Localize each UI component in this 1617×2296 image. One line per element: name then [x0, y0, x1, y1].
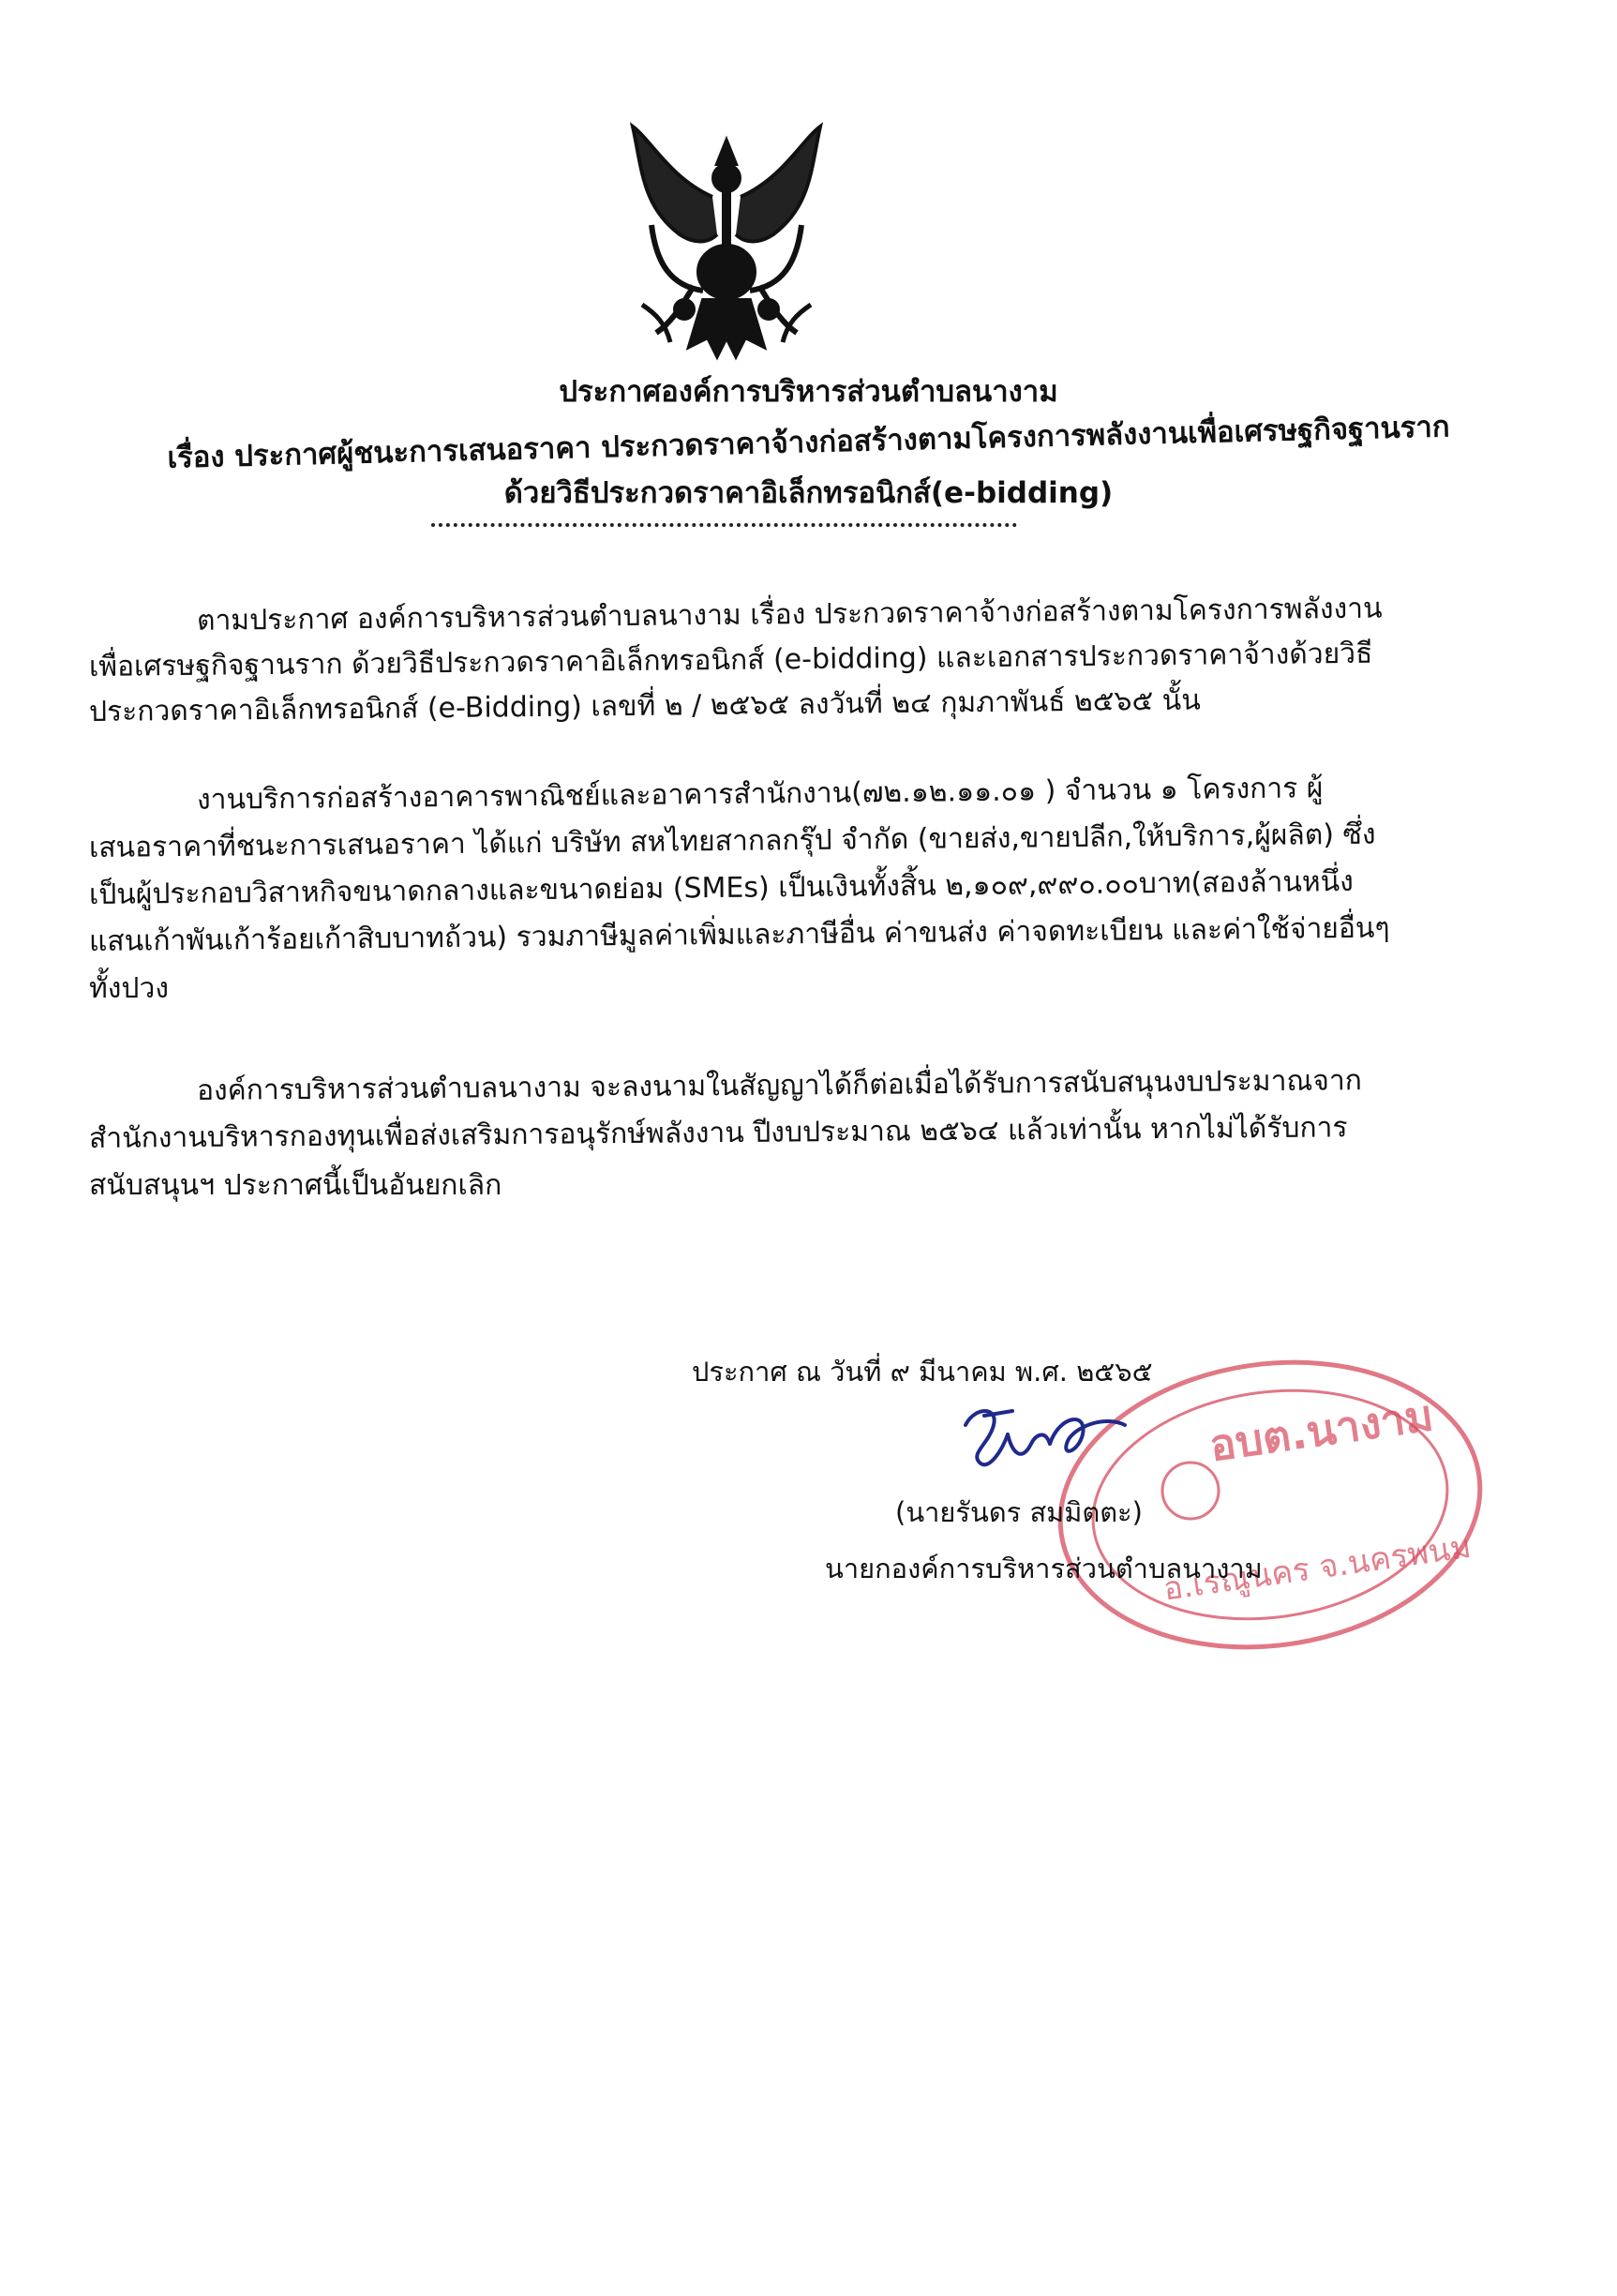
paragraph-3: [88, 1064, 1363, 1209]
paragraph-line: แสนเก้าพันเก้าร้อยเก้าสิบบาทถ้วน) รวมภาษีมูลค่าเพิ่มและภาษีอื่น ค่าขนส่ง ค่าจดทะเบียน และค่าใช้จ่ายอื่นๆ: [88, 911, 1390, 958]
method-title: ด้วยวิธีประกวดราคาอิเล็กทรอนิกส์(e-bidding): [503, 476, 1114, 510]
paragraph-line: เป็นผู้ประกอบวิสาหกิจขนาดกลางและขนาดย่อม (SMEs) เป็นเงินทั้งสิ้น ๒,๑๐๙,๙๙๐.๐๐บาท(สองล้านหนึ่ง: [88, 864, 1355, 911]
paragraph-1: [88, 592, 1383, 735]
svg-text:อบต.นางาม: อบต.นางาม: [1205, 1389, 1437, 1472]
paragraph-line: สำนักงานบริหารกองทุนเพื่อส่งเสริมการอนุรักษ์พลังงาน ปีงบประมาณ ๒๕๖๔ แล้วเท่านั้น หากไม่ได้รับการ: [88, 1111, 1348, 1155]
subject-title: เรื่อง ประกาศผู้ชนะการเสนอราคา ประกวดราคาจ้างก่อสร้างตามโครงการพลังงานเพื่อเศรษฐกิจฐานราก: [167, 410, 1450, 475]
paragraph-line: องค์การบริหารส่วนตำบลนางาม จะลงนามในสัญญาได้ก็ต่อเมื่อได้รับการสนับสนุนงบประมาณจาก: [196, 1064, 1363, 1107]
paragraph-line: ตามประกาศ องค์การบริหารส่วนตำบลนางาม เรื่อง ประกวดราคาจ้างก่อสร้างตามโครงการพลังงาน: [196, 592, 1383, 638]
paragraph-line: งานบริการก่อสร้างอาคารพาณิชย์และอาคารสำนักงาน(๗๒.๑๒.๑๑.๐๑ ) จำนวน ๑ โครงการ ผู้: [196, 772, 1324, 817]
signer-position: นายกองค์การบริหารส่วนตำบลนางาม: [825, 1553, 1263, 1584]
paragraph-2: [88, 772, 1390, 1013]
org-title: ประกาศองค์การบริหารส่วนตำบลนางาม: [559, 375, 1058, 409]
paragraph-line: สนับสนุนฯ ประกาศนี้เป็นอันยกเลิก: [89, 1169, 502, 1202]
garuda-emblem-icon: [614, 122, 839, 366]
svg-text:อ.เรณูนคร จ.นครพนม: อ.เรณูนคร จ.นครพนม: [1160, 1527, 1474, 1609]
paragraph-line: ทั้งปวง: [89, 972, 169, 1005]
handwritten-signature: [956, 1397, 1144, 1481]
paragraph-line: เสนอราคาที่ชนะการเสนอราคา ได้แก่ บริษัท สหไทยสากลกรุ๊ป จำกัด (ขายส่ง,ขายปลีก,ให้บริการ,ผู้ผลิต) ซึ่ง: [88, 818, 1376, 864]
announcement-date: ประกาศ ณ วันที่ ๙ มีนาคม พ.ศ. ๒๕๖๕: [692, 1356, 1153, 1388]
dotted-divider: [431, 523, 1017, 531]
paragraph-line: เพื่อเศรษฐกิจฐานราก ด้วยวิธีประกวดราคาอิเล็กทรอนิกส์ (e-bidding) และเอกสารประกวดราคาจ้างด้วยวิธี: [88, 637, 1373, 683]
signer-name: (นายรันดร สมมิตตะ): [895, 1496, 1143, 1528]
paragraph-line: ประกวดราคาอิเล็กทรอนิกส์ (e-Bidding) เลขที่ ๒ / ๒๕๖๕ ลงวันที่ ๒๔ กุมภาพันธ์ ๒๕๖๕ นั้น: [88, 683, 1201, 728]
